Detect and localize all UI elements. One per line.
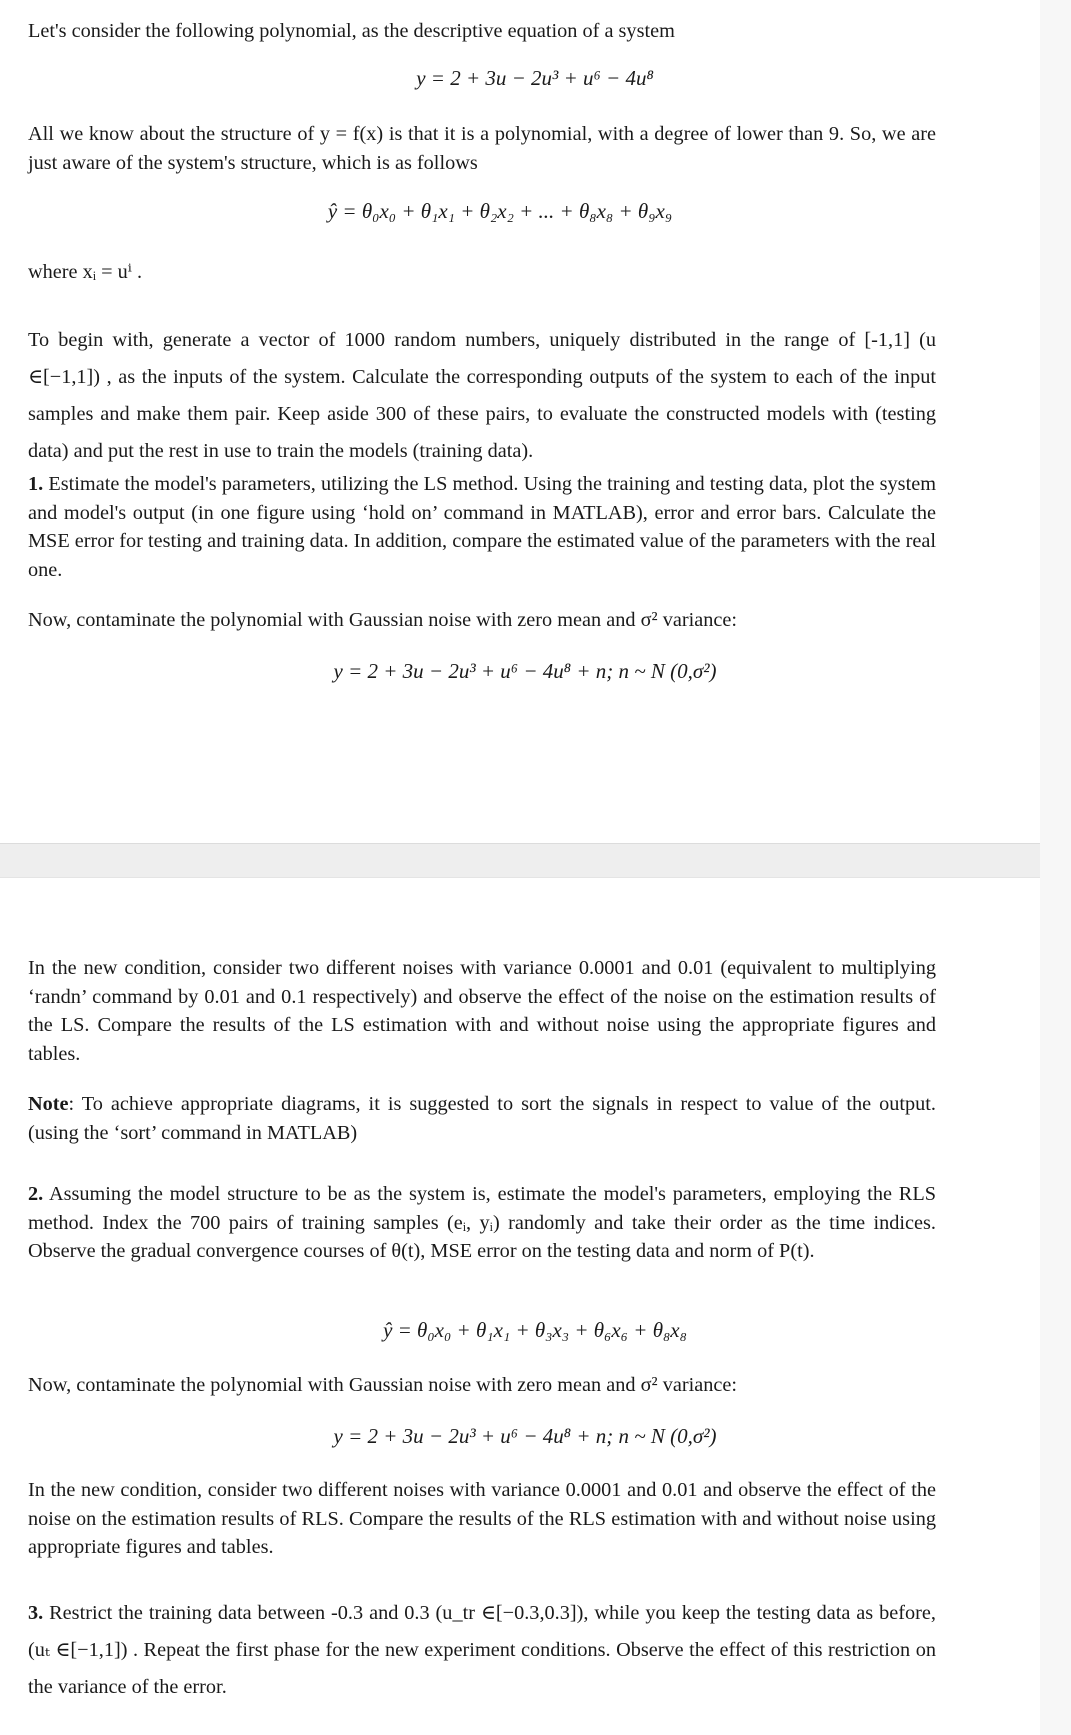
task-3-number: 3. [28, 1602, 44, 1624]
task-1-paragraph [28, 470, 936, 584]
intro-paragraph: Let's consider the following polynomial, as the descriptive equation of a system [28, 20, 675, 42]
task-3-paragraph [28, 1595, 936, 1706]
structure-paragraph: All we know about the structure of y = f(x) is that it is a polynomial, with a degree of lower than 9. So, we are just aware of the system's structure, which is as follows [28, 123, 936, 174]
noisy-equation-2: y = 2 + 3u − 2u³ + u⁶ − 4u⁸ + n; n ~ N (0,σ²) [333, 1424, 717, 1448]
document-page-2 [0, 878, 1040, 1735]
noisy-equation-1: y = 2 + 3u − 2u³ + u⁶ − 4u⁸ + n; n ~ N (0,σ²) [333, 659, 717, 683]
task-1-text: Estimate the model's parameters, utilizing the LS method. Using the training and testing data, plot the system and model's output (in one figure using ‘hold on’ command in MATLAB), error and error bars. Calculate the MSE error for testing and training data. In addition, compare the estimated value of the parameters with the real one. [28, 473, 936, 581]
noise-intro-2: Now, contaminate the polynomial with Gaussian noise with zero mean and σ² variance: [28, 1374, 738, 1396]
note-paragraph [28, 1090, 936, 1147]
task-3-text: Restrict the training data between -0.3 and 0.3 (u_tr ∈[−0.3,0.3]), while you keep the testing data as before, (uₜ ∈[−1,1]) . Repeat the first phase for the new experiment conditions. Observe the effect of this restriction on the variance of the error. [28, 1602, 936, 1698]
model-equation-full: ŷ = θ₀x₀ + θ₁x₁ + θ₂x₂ + ... + θ₈x₈ + θ₉x₉ [327, 199, 673, 223]
task-1-number: 1. [28, 473, 44, 495]
document-page-1 [0, 0, 1040, 843]
task-2-text: Assuming the model structure to be as the system is, estimate the model's parameters, employing the RLS method. Index the 700 pairs of training samples (eᵢ, yᵢ) randomly and take their order as the time indices. Observe the gradual convergence courses of θ(t), MSE error on the testing data and norm of P(t). [28, 1183, 937, 1262]
noise-intro-1: Now, contaminate the polynomial with Gaussian noise with zero mean and σ² variance: [28, 609, 738, 631]
task-2-number: 2. [28, 1183, 44, 1205]
system-equation: y = 2 + 3u − 2u³ + u⁶ − 4u⁸ [416, 66, 654, 90]
noise-condition-paragraph-1: In the new condition, consider two different noises with variance 0.0001 and 0.01 (equivalent to multiplying ‘randn’ command by 0.01 and 0.1 respectively) and observe the effect of the noise on the estimation results of the LS. Compare the results of the LS estimation with and without noise using the appropriate figures and tables. [28, 957, 936, 1065]
scrollbar[interactable] [1040, 0, 1071, 1735]
where-clause: where xᵢ = uⁱ . [28, 261, 143, 283]
note-text: : To achieve appropriate diagrams, it is suggested to sort the signals in respect to value of the output. (using the ‘sort’ command in MATLAB) [28, 1093, 936, 1144]
task-2-paragraph [28, 1180, 936, 1266]
noise-condition-paragraph-2: In the new condition, consider two different noises with variance 0.0001 and 0.01 and observe the effect of the noise on the estimation results of RLS. Compare the results of the RLS estimation with and without noise using appropriate figures and tables. [28, 1479, 936, 1558]
rls-model-equation: ŷ = θ₀x₀ + θ₁x₁ + θ₃x₃ + θ₆x₆ + θ₈x₈ [383, 1318, 687, 1342]
note-label: Note [28, 1093, 69, 1115]
setup-paragraph: To begin with, generate a vector of 1000 random numbers, uniquely distributed in the range of [-1,1] (u ∈[−1,1]) , as the inputs of the system. Calculate the corresponding outputs of the system to each of the input samples and make them pair. Keep aside 300 of these pairs, to evaluate the constructed models with (testing data) and put the rest in use to train the models (training data). [28, 329, 936, 462]
page-divider [0, 843, 1040, 878]
